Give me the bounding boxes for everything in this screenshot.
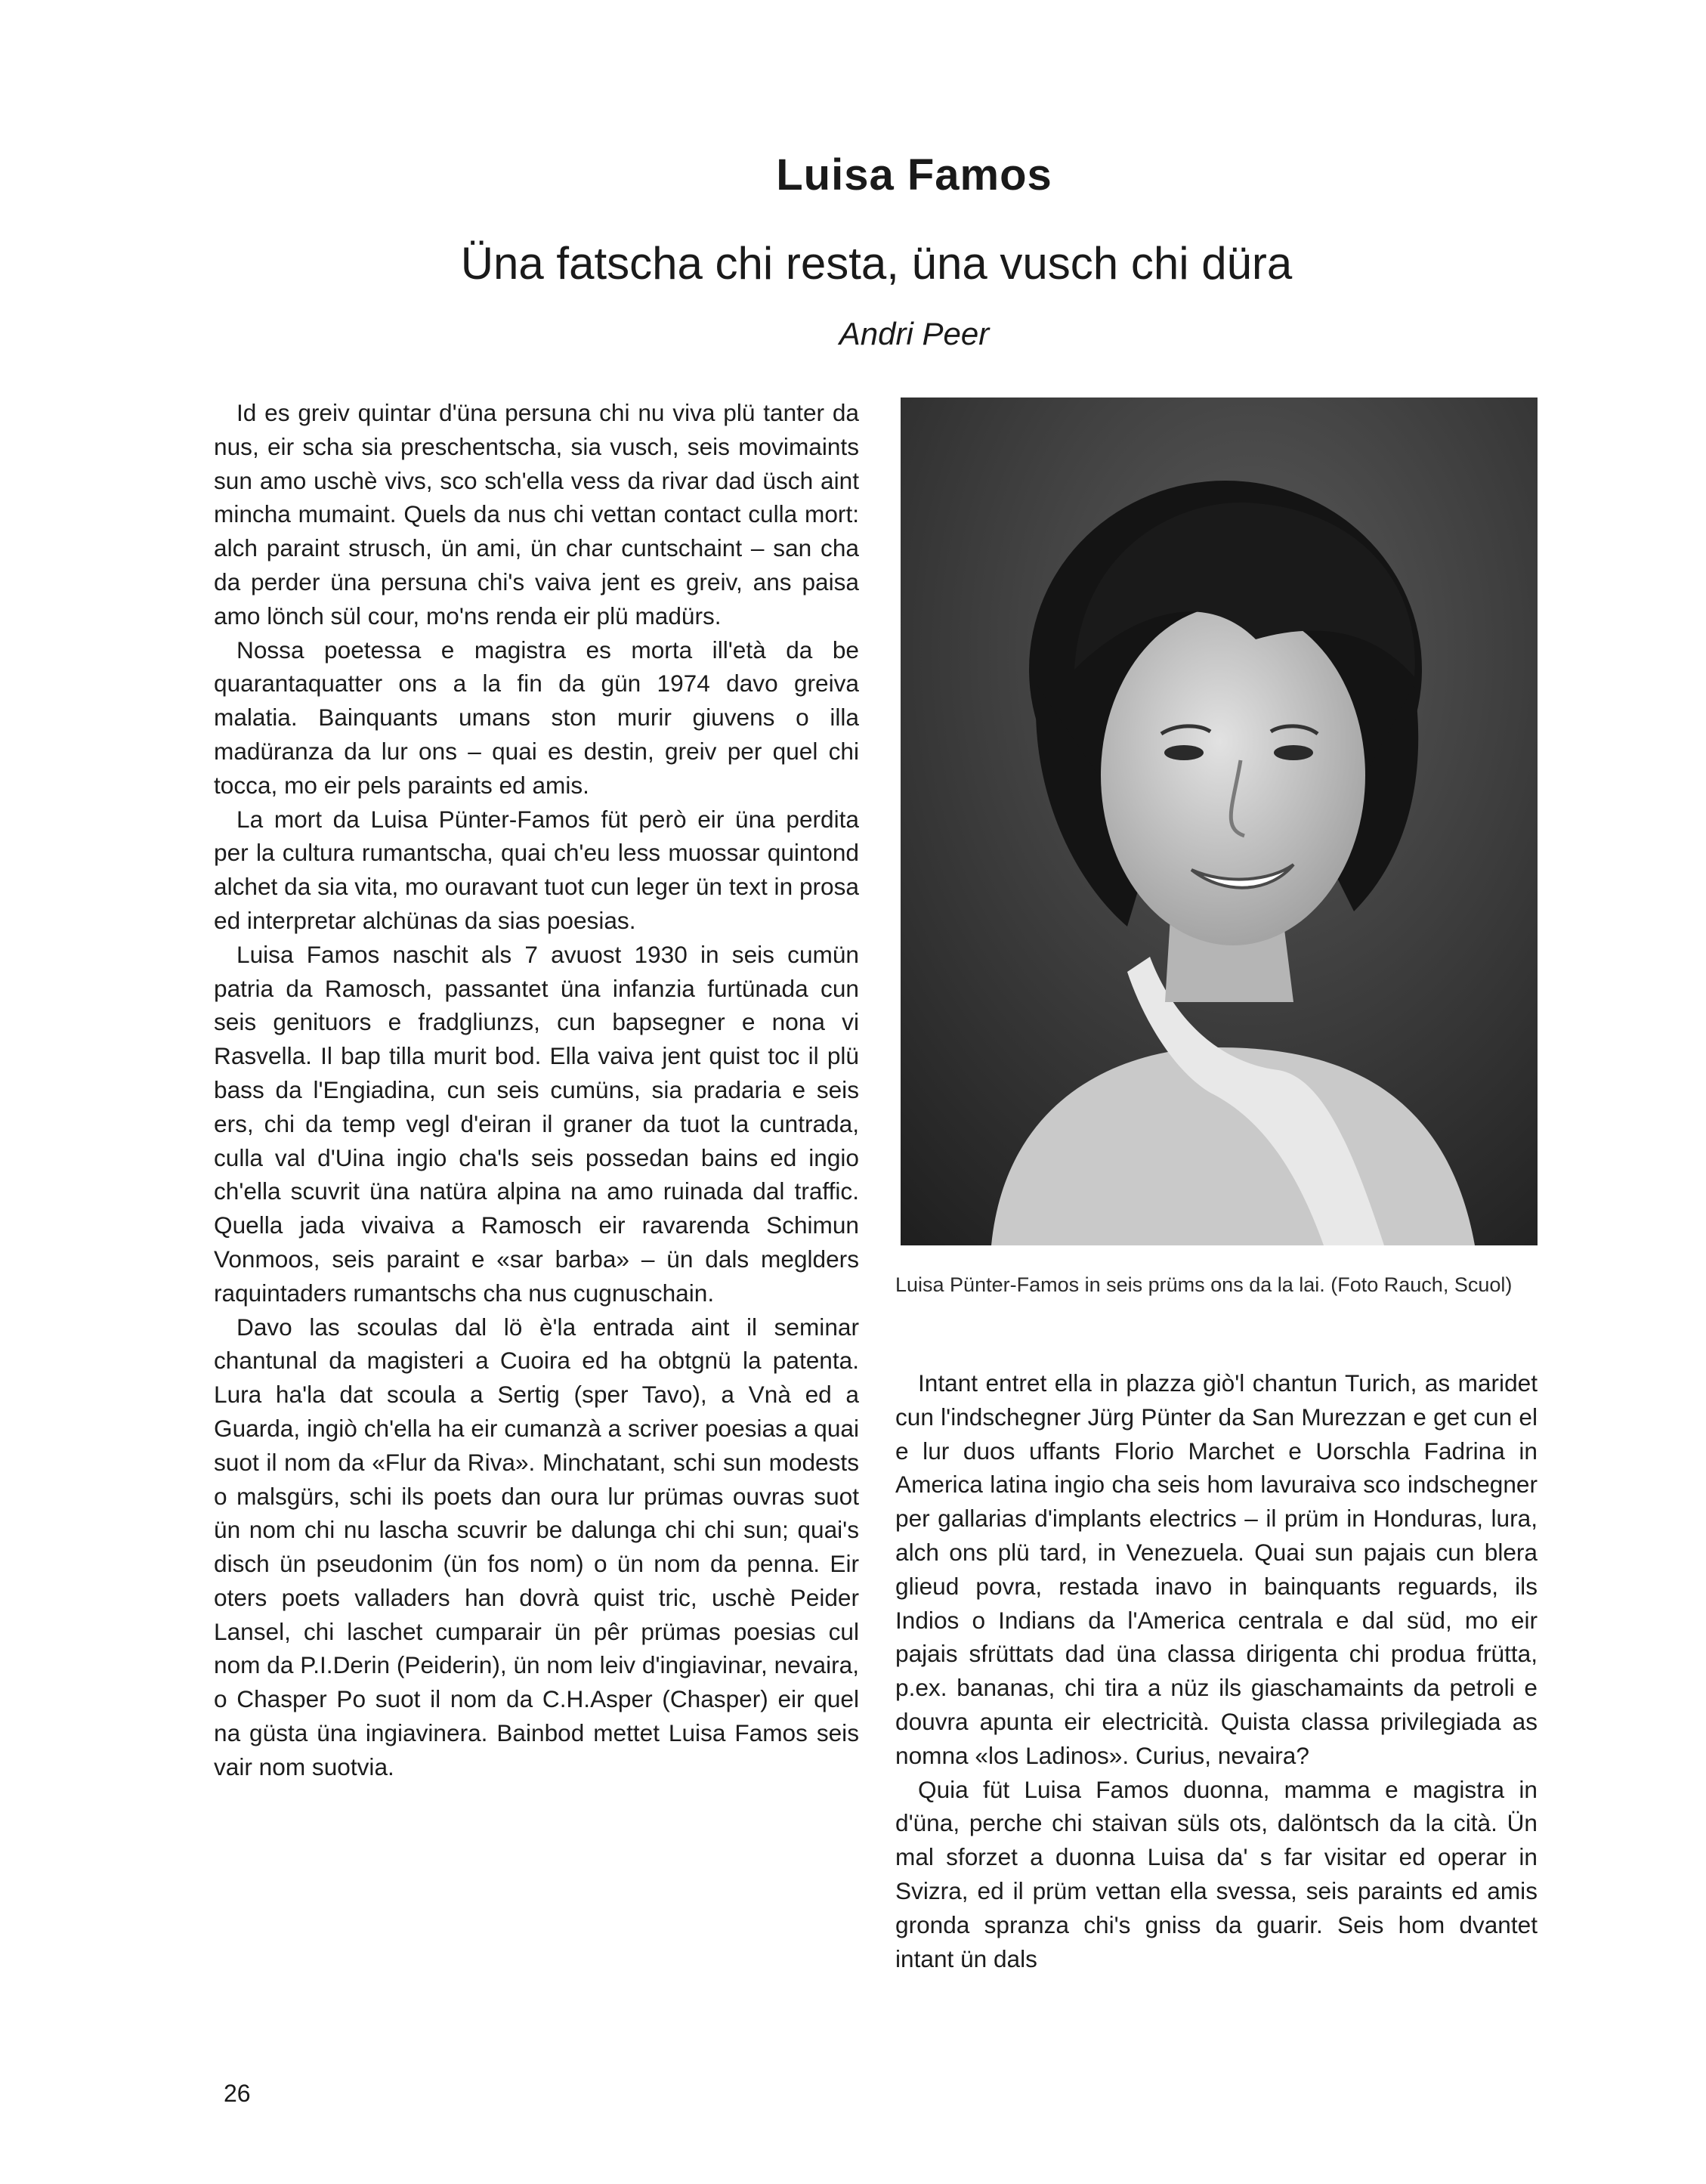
right-column xyxy=(895,1366,1538,1975)
page-number: 26 xyxy=(224,2080,251,2107)
portrait-image xyxy=(901,398,1538,1245)
left-column xyxy=(214,396,859,1784)
paragraph: Davo las scoulas dal lö è'la entrada aint il seminar chantunal da magisteri a Cuoira ed ha obtgnü la patenta. Lura ha'la dat scoula a Sertig (sper Tavo), a Vnà ed a Guarda, ingiò ch'ella ha eir cumanzà a scriver poesias a quai suot il nom da «Flur da Riva». Minchatant, schi sun modests o malsgürs, schi ils poets dan oura lur prümas ouvras suot ün nom chi nu lascha scuvrir be dalunga chi chi sun; quai's disch ün pseudonim (ün fos nom) o ün nom da penna. Eir oters poets valladers han dovrà quist tric, uschè Peider Lansel, chi laschet cumparair ün pêr prümas poesias cul nom da P.I.Derin (Peiderin), ün nom leiv d'ingiavinar, nevaira, o Chasper Po suot il nom da C.H.Asper (Chasper) eir quel na güsta üna ingiavinera. Bainbod mettet Luisa Famos seis vair nom suotvia. xyxy=(214,1313,859,1780)
paragraph: Intant entret ella in plazza giò'l chantun Turich, as maridet cun l'indschegner Jürg Pünter da San Murezzan e get cun el e lur duos uffants Florio Marchet e Uorschla Fadrina in America latina ingio cha seis hom lavuraiva sco indschegner per gallarias d'implants electrics – il prüm in Honduras, lura, alch ons plü tard, in Venezuela. Quai sun pajais cun blera glieud povra, restada inavo in bainquants reguards, ils Indios o Indians da l'America centrala e dal süd, mo eir pajais sfrüttats dad üna classa dirigenta chi produa frütta, p.ex. bananas, chi tira a nüz ils giaschamaints da petroli e douvra apunta eir electricità. Quista classa privilegiada as nomna «los Ladinos». Curius, nevaira? xyxy=(895,1369,1538,1769)
photo-caption: Luisa Pünter-Famos in seis prüms ons da la lai. (Foto Rauch, Scuol) xyxy=(895,1273,1513,1296)
paragraph: La mort da Luisa Pünter-Famos füt però eir üna perdita per la cultura rumantscha, quai ch'eu less muossar quintond alchet da sia vita, mo ouravant tuot cun leger ün text in prosa ed interpretar alchünas da sias poesias. xyxy=(214,805,859,934)
paragraph: Quia füt Luisa Famos duonna, mamma e magistra in d'üna, perche chi staivan süls ots, dalöntsch da la cità. Ün mal sforzet a duonna Luisa da' s far visitar ed operar in Svizra, ed il prüm vettan ella svessa, seis paraints ed amis gronda spranza chi's gniss da guarir. Seis hom dvantet intant ün dals xyxy=(895,1775,1538,1972)
article-title: Luisa Famos xyxy=(776,150,1052,200)
article-author: Andri Peer xyxy=(839,316,990,351)
paragraph: Id es greiv quintar d'üna persuna chi nu viva plü tanter da nus, eir scha sia preschentscha, sia vusch, seis movimaints sun amo uschè vivs, sco sch'ella vess da rivar dad üsch aint mincha mumaint. Quels da nus chi vettan contact culla mort: alch paraint strusch, ün ami, ün char cuntschaint – san cha da perder üna persuna chi's vaiva jent es greiv, ans paisa amo lönch sül cour, mo'ns renda eir plü madürs. xyxy=(214,399,859,630)
paragraph: Nossa poetessa e magistra es morta ill'età da be quarantaquatter ons a la fin da gün 1974 davo greiva malatia. Bainquants umans ston murir giuvens o illa madüranza da lur ons – quai es destin, greiv per quel chi tocca, mo eir pels paraints ed amis. xyxy=(214,636,859,799)
portrait-photo xyxy=(901,398,1538,1245)
paragraph: Luisa Famos naschit als 7 avuost 1930 in seis cumün patria da Ramosch, passantet üna infanzia furtünada cun seis genituors e fradgliunzs, cun bapsegner e nona vi Rasvella. Il bap tilla murit bod. Ella vaiva jent quist toc il plü bass da l'Engiadina, cun seis cumüns, sia pradaria e seis ers, chi da temp vegl d'eiran il graner da tuot la cuntrada, culla val d'Uina ingio cha'ls seis possedan bains ed ingio ch'ella scuvrit üna natüra alpina na amo ruinada dal traffic. Quella jada vivaiva a Ramosch eir ravarenda Schimun Vonmoos, seis paraint e «sar barba» – ün dals meglders raquintaders rumantschs cha nus cugnuschain. xyxy=(214,940,859,1307)
article-subtitle: Üna fatscha chi resta, üna vusch chi düra xyxy=(460,238,1293,289)
